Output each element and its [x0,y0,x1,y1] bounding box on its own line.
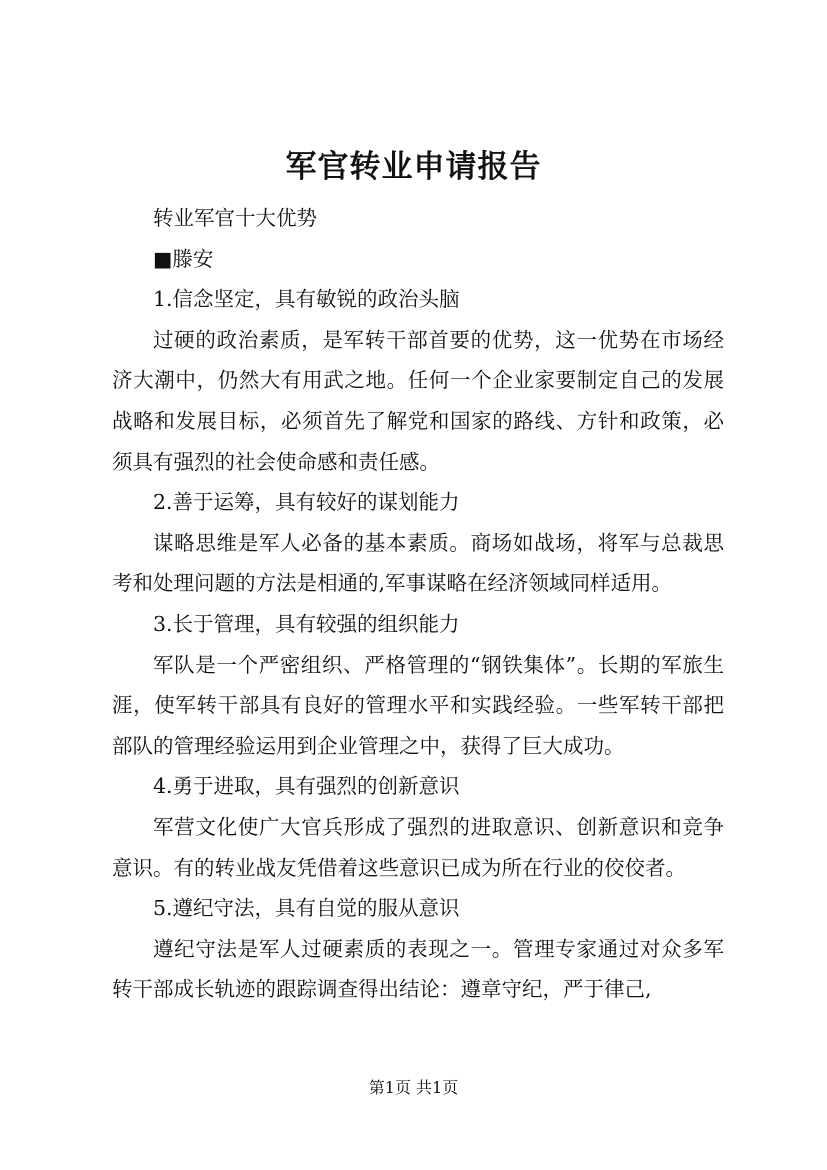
item-paragraph-5: 遵纪守法是军人过硬素质的表现之一。管理专家通过对众多军转干部成长轨迹的跟踪调查得出结论：遵章守纪，严于律己, [112,936,724,1002]
item-paragraph-4: 军营文化使广大官兵形成了强烈的进取意识、创新意识和竞争意识。有的转业战友凭借着这些意识已成为所在行业的佼佼者。 [112,814,724,880]
section-heading: 转业军官十大优势 [153,206,317,230]
item-paragraph-3: 军队是一个严密组织、严格管理的“钢铁集体”。长期的军旅生涯，使军转干部具有良好的管理水平和实践经验。一些军转干部把部队的管理经验运用到企业管理之中，获得了巨大成功。 [112,652,724,758]
page-footer: 第1页 共1页 [368,1078,459,1097]
document-body [112,198,724,1010]
item-heading-4: 4.勇于进取，具有强烈的创新意识 [153,774,460,799]
item-heading-1: 1.信念坚定，具有敏锐的政治头脑 [153,287,460,312]
item-paragraph-1: 过硬的政治素质，是军转干部首要的优势，这一优势在市场经济大潮中，仍然大有用武之地。任何一个企业家要制定自己的发展战略和发展目标，必须首先了解党和国家的路线、方针和政策，必须具有强烈的社会使命感和责任感。 [112,327,724,474]
item-heading-5: 5.遵纪守法，具有自觉的服从意识 [153,896,460,921]
document-title: 军官转业申请报告 [285,149,542,185]
item-paragraph-2: 谋略思维是军人必备的基本素质。商场如战场，将军与总裁思考和处理问题的方法是相通的,军事谋略在经济领域同样适用。 [112,530,724,596]
author-line: ■滕安 [153,246,214,271]
item-heading-2: 2.善于运筹，具有较好的谋划能力 [153,490,460,515]
item-heading-3: 3.长于管理，具有较强的组织能力 [153,611,460,636]
